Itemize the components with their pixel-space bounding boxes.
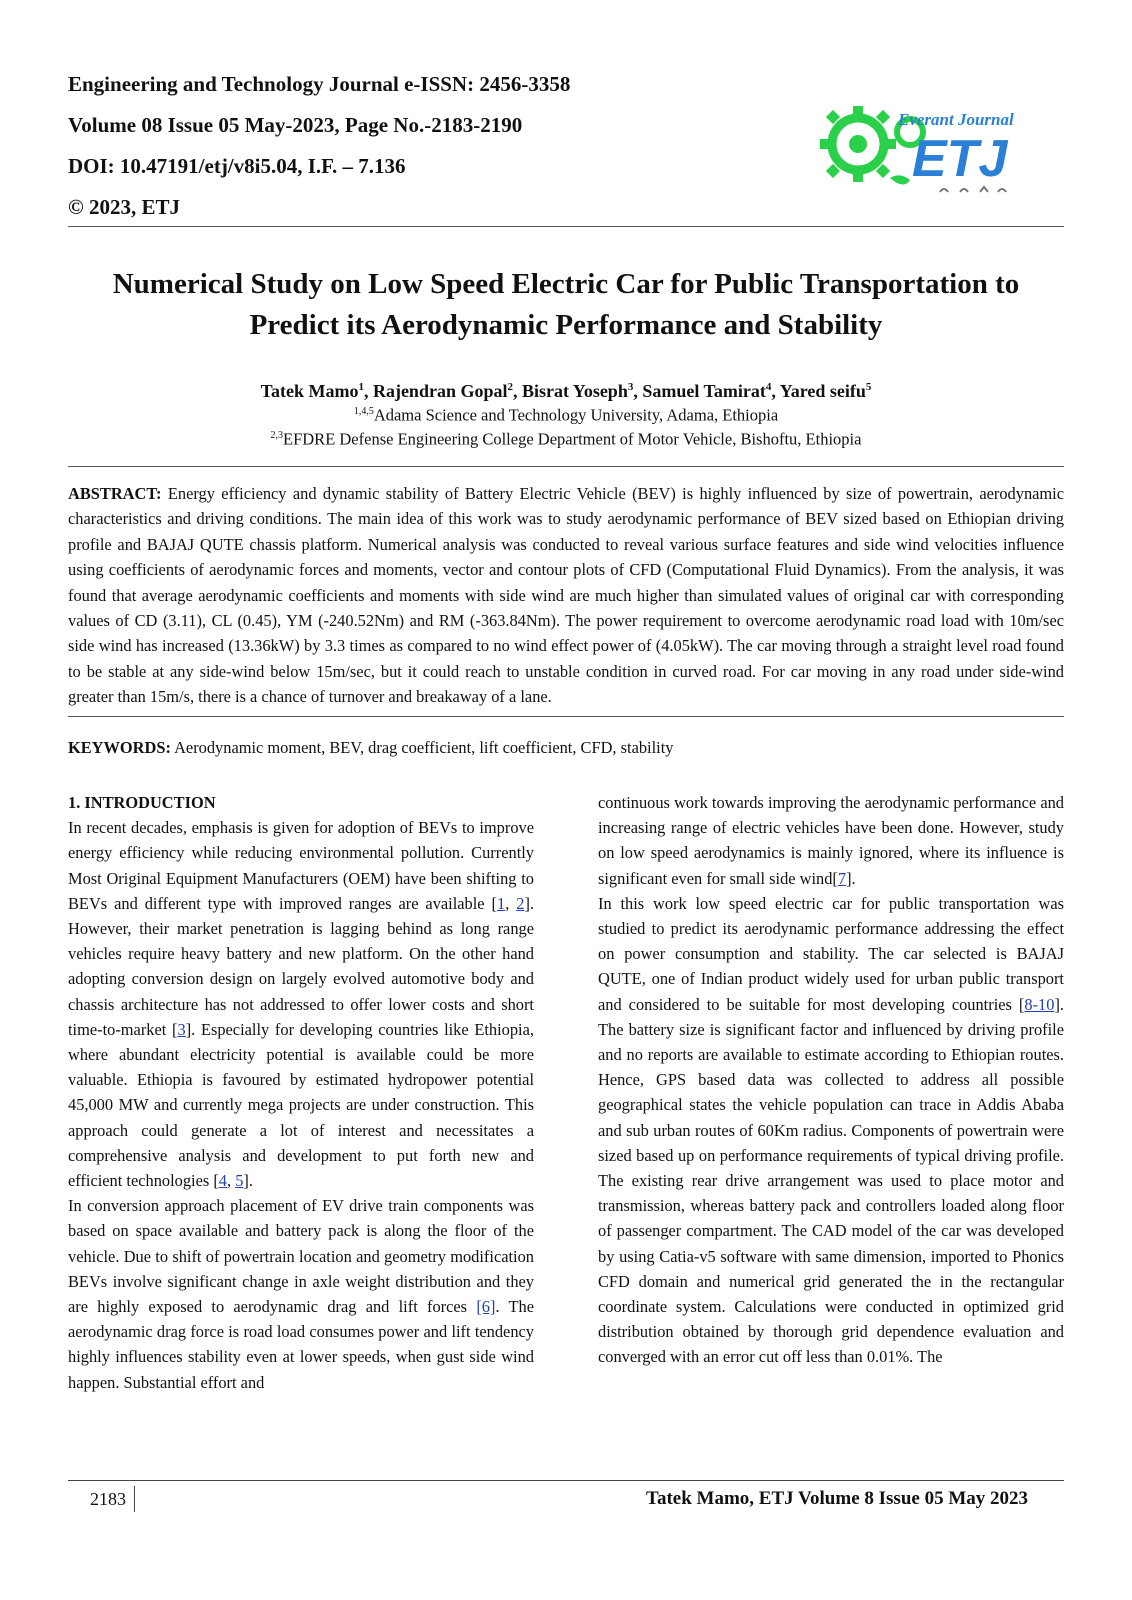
paragraph: In recent decades, emphasis is given for adoption of BEVs to improve energy efficiency while reducing environmental pollution. Currently Most Original Equipment Manufacturers (OEM) have been shifting to BEVs and different type with improved ranges are available [1, 2]. However, their market penetration is lagging behind as long range vehicles require heavy battery and new platform. On the other hand adopting conversion design on largely evolved automotive body and chassis architecture has not addressed to offer lower costs and short time-to-market [3]. Especially for developing countries like Ethiopia, where abundant electricity potential is available could be more valuable. Ethiopia is favoured by estimated hydropower potential 45,000 MW and currently mega projects are under construction. This approach could generate a lot of interest and necessitates a comprehensive analysis and development to put forth new and efficient technologies [4, 5]. bbox=[68, 818, 534, 1191]
etj-logo bbox=[820, 92, 1032, 202]
author-list: Tatek Mamo$^1$, Rajendran Gopal$^2$, Bisrat Yoseph$^3$, Samuel Tamirat$^4$, Yared seifu$^5$ bbox=[260, 381, 872, 401]
footer-rule bbox=[68, 1480, 1064, 1481]
abstract-label: ABSTRACT: bbox=[68, 484, 162, 503]
logo-main-text: ETJ bbox=[912, 130, 1008, 188]
logo-top-text: Everant Journal bbox=[898, 110, 1014, 129]
author-4: Samuel Tamirat$^4$ bbox=[642, 381, 772, 401]
running-footer: Tatek Mamo, ETJ Volume 8 Issue 05 May 2023 bbox=[646, 1488, 1028, 1509]
journal-copyright: © 2023, ETJ bbox=[68, 195, 180, 219]
keywords bbox=[68, 737, 1064, 759]
citation-link[interactable]: 2 bbox=[516, 893, 525, 913]
author-3: Bisrat Yoseph$^3$ bbox=[521, 381, 634, 401]
affiliation-1: $^{1,4,5}$Adama Science and Technology University, Adama, Ethiopia bbox=[353, 405, 779, 425]
header-rule bbox=[68, 226, 1064, 227]
author-2: Rajendran Gopal$^2$ bbox=[372, 381, 513, 401]
journal-header bbox=[68, 64, 708, 228]
abstract-bottom-rule bbox=[68, 716, 1064, 717]
paper-title: Numerical Study on Low Speed Electric Car for Public Transportation to Predict its Aerodynamic Performance and Stability bbox=[112, 268, 1020, 341]
paragraph: continuous work towards improving the aerodynamic performance and increasing range of electric vehicles have been done. However, study on low speed aerodynamics is mainly ignored, where its influence is significant even for small side wind[7]. bbox=[598, 793, 1064, 888]
citation-link[interactable]: 8-10 bbox=[1024, 994, 1055, 1014]
citation-link[interactable]: 4 bbox=[218, 1171, 227, 1191]
abstract bbox=[68, 481, 1064, 710]
author-1: Tatek Mamo$^1$ bbox=[260, 381, 364, 401]
citation-link[interactable]: [6] bbox=[476, 1297, 496, 1317]
left-column bbox=[68, 790, 534, 1395]
keywords-label: KEYWORDS: bbox=[68, 738, 171, 757]
citation-link[interactable]: 5 bbox=[235, 1171, 244, 1191]
citation-link[interactable]: 3 bbox=[177, 1019, 186, 1039]
keywords-text: Aerodynamic moment, BEV, drag coefficient, lift coefficient, CFD, stability bbox=[170, 738, 674, 757]
page-number: 2183 bbox=[90, 1486, 135, 1512]
affiliation-2: $^{2,3}$EFDRE Defense Engineering College Department of Motor Vehicle, Bishoftu, Ethiopia bbox=[270, 429, 862, 449]
journal-name: Engineering and Technology Journal e-ISSN: 2456-3358 bbox=[68, 72, 571, 96]
paragraph: In conversion approach placement of EV drive train components was based on space available and battery pack is along the floor of the vehicle. Due to shift of powertrain location and geometry modification BEVs involve significant change in axle weight distribution and they are highly exposed to aerodynamic drag and lift forces [6]. The aerodynamic drag force is road load consumes power and lift tendency highly influences stability even at lower speeds, when gust side wind happen. Substantial effort and bbox=[68, 1196, 535, 1392]
author-5: Yared seifu$^5$ bbox=[779, 381, 872, 401]
section-heading: 1. INTRODUCTION bbox=[68, 793, 216, 812]
citation-link[interactable]: 7 bbox=[837, 868, 847, 888]
journal-volume: Volume 08 Issue 05 May-2023, Page No.-2183-2190 bbox=[68, 113, 523, 137]
citation-link[interactable]: 1 bbox=[496, 893, 506, 913]
abstract-top-rule bbox=[68, 466, 1064, 467]
right-column bbox=[598, 790, 1064, 1370]
journal-doi: DOI: 10.47191/etj/v8i5.04, I.F. – 7.136 bbox=[68, 154, 406, 178]
paragraph: In this work low speed electric car for public transportation was studied to predict its aerodynamic performance addressing the effect on power consumption and stability. The car selected is BAJAJ QUTE, one of Indian product widely used for urban public transport and considered to be suitable for most developing countries [8-10]. The battery size is significant factor and influenced by driving profile and no reports are available to estimate according to Ethiopian routes. Hence, GPS based data was collected to address all possible geographical states the vehicle population can trace in Addis Ababa and sub urban routes of 60Km radius. Components of powertrain were sized based up on performance requirements of typical driving profile. The existing rear drive arrangement was used to place motor and transmission, whereas battery pack and controllers loaded along floor of passenger compartment. The CAD model of the car was developed by using Catia-v5 software with same dimension, imported to Phonics CFD domain and numerical grid generated the in the rectangular coordinate system. Calculations were conducted in optimized grid distribution obtained by thorough grid dependence evaluation and converged with an error cut off less than 0.01%. The bbox=[598, 893, 1064, 1367]
abstract-text: Energy efficiency and dynamic stability of Battery Electric Vehicle (BEV) is highly influenced by size of powertrain, aerodynamic characteristics and driving conditions. The main idea of this work was to study aerodynamic performance of BEV sized based on Ethiopian driving profile and BAJAJ QUTE chassis platform. Numerical analysis was conducted to reveal various surface features and side wind velocities influence using coefficients of aerodynamic forces and moments, vector and contour plots of CFD (Computational Fluid Dynamics). From the analysis, it was found that average aerodynamic coefficients and moments with side wind are much higher than simulated values of original car with corresponding values of CD (3.11), CL (0.45), YM (-240.52Nm) and RM (-363.84Nm). The power requirement to overcome aerodynamic road load with 10m/sec side wind has increased (13.36kW) by 3.3 times as compared to no wind effect power of (4.05kW). The car moving through a straight level road found to be stable at any side-wind below 15m/sec, but it could reach to unstable condition in curved road. For car moving in any road under side-wind greater than 15m/s, there is a chance of turnover and breakaway of a lane. bbox=[68, 484, 1064, 707]
